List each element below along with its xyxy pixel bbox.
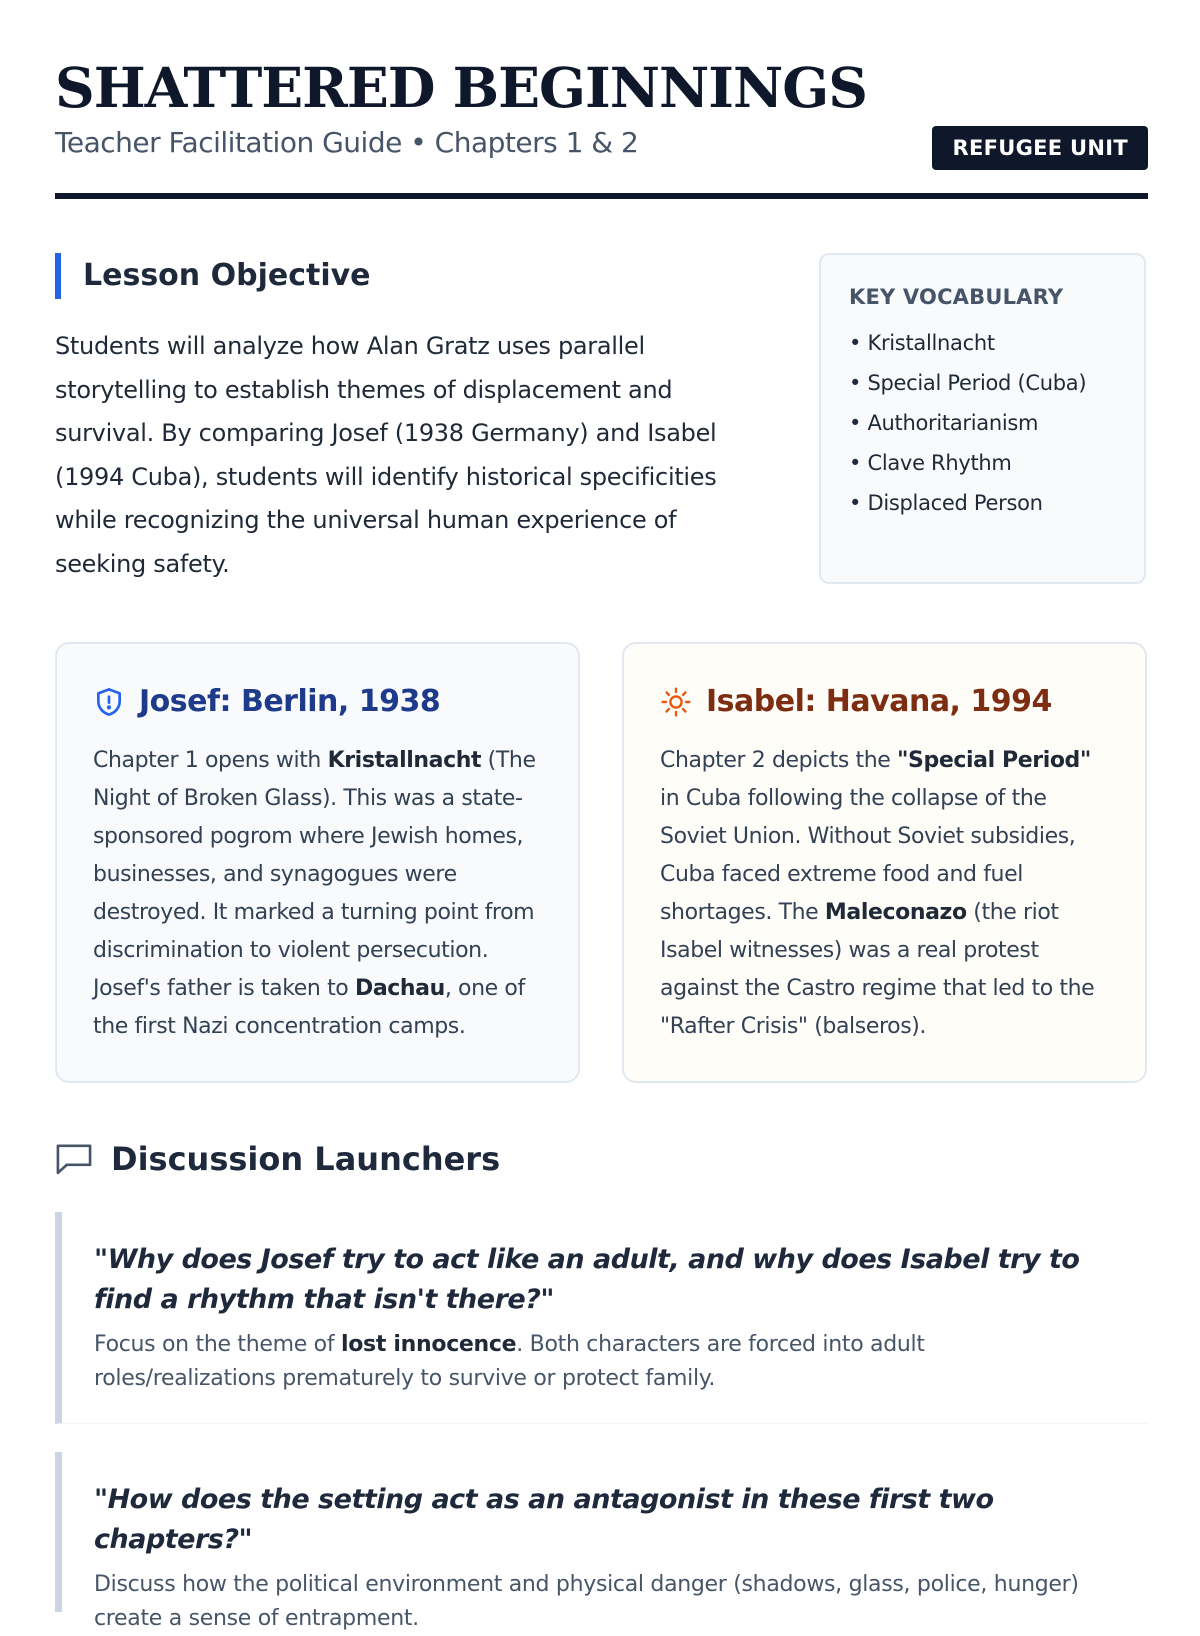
lesson-objective-heading: Lesson Objective bbox=[55, 253, 760, 299]
text-run: Chapter 1 opens with bbox=[93, 748, 328, 773]
discussion-title: Discussion Launchers bbox=[111, 1140, 501, 1178]
unit-badge: REFUGEE UNIT bbox=[932, 126, 1148, 170]
emphasis-dachau: Dachau bbox=[354, 976, 445, 1001]
vocabulary-item: • Kristallnacht bbox=[849, 323, 1116, 363]
launcher-question: "How does the setting act as an antagonist in these first two chapters?" bbox=[94, 1484, 994, 1555]
vocabulary-item: • Displaced Person bbox=[849, 483, 1116, 523]
launcher-question: "Why does Josef try to act like an adult, and why does Isabel try to find a rhythm that isn't there?" bbox=[94, 1244, 1080, 1315]
emphasis-lost-innocence: lost innocence bbox=[340, 1332, 517, 1357]
discussion-launcher bbox=[55, 1452, 1148, 1631]
text-run: in Cuba following the collapse of the Soviet Union. Without Soviet subsidies, Cuba faced extreme food and fuel shortages. The bbox=[660, 786, 1076, 925]
text-run: , one of the first Nazi concentration camps. bbox=[93, 976, 525, 1039]
text-run: (the riot Isabel witnesses) was a real protest against the Castro regime that led to the "Rafter Crisis" (balseros). bbox=[660, 900, 1095, 1039]
sun-icon bbox=[660, 686, 692, 718]
vocabulary-list bbox=[849, 323, 1116, 523]
vocabulary-title: KEY VOCABULARY bbox=[849, 285, 1064, 309]
key-vocabulary-box bbox=[819, 253, 1146, 584]
text-run: (The Night of Broken Glass). This was a state-sponsored pogrom where Jewish homes, businesses, and synagogues were destroyed. It marked a turning point from discrimination to violent persecution. Josef's father is taken to bbox=[93, 748, 536, 1001]
isabel-card-title: Isabel: Havana, 1994 bbox=[706, 684, 1052, 719]
emphasis-maleconazo: Maleconazo bbox=[824, 900, 967, 925]
text-run: Focus on the theme of bbox=[94, 1332, 341, 1357]
vocabulary-item: • Special Period (Cuba) bbox=[849, 363, 1116, 403]
isabel-card-text bbox=[660, 742, 1109, 1046]
emphasis-special-period: "Special Period" bbox=[897, 748, 1091, 773]
josef-card-heading bbox=[93, 682, 542, 722]
header-divider bbox=[55, 193, 1148, 199]
isabel-card bbox=[622, 642, 1147, 1083]
text-run: Chapter 2 depicts the bbox=[660, 748, 897, 773]
page-subtitle: Teacher Facilitation Guide • Chapters 1 & 2 bbox=[55, 126, 639, 159]
discussion-heading bbox=[55, 1140, 500, 1178]
vocabulary-item: • Clave Rhythm bbox=[849, 443, 1116, 483]
josef-card-text bbox=[93, 742, 542, 1046]
text-run: . Both characters are forced into adult roles/realizations prematurely to survive or protect family. bbox=[94, 1332, 925, 1391]
isabel-card-heading bbox=[660, 682, 1109, 722]
launcher-note: Discuss how the political environment and physical danger (shadows, glass, police, hunger) create a sense of entrapment. bbox=[94, 1572, 1079, 1631]
josef-card bbox=[55, 642, 580, 1083]
josef-card-title: Josef: Berlin, 1938 bbox=[139, 684, 441, 719]
lesson-objective-text: Students will analyze how Alan Gratz uses parallel storytelling to establish themes of displacement and survival. By comparing Josef (1938 Germany) and Isabel (1994 Cuba), students will identify historical specificities while recognizing the universal human experience of seeking safety. bbox=[55, 332, 717, 578]
emphasis-kristallnacht: Kristallnacht bbox=[327, 748, 482, 773]
page-title: SHATTERED BEGINNINGS bbox=[55, 55, 867, 120]
chat-bubble-icon bbox=[55, 1141, 93, 1177]
vocabulary-item: • Authoritarianism bbox=[849, 403, 1116, 443]
discussion-launcher bbox=[55, 1212, 1148, 1424]
shield-icon bbox=[93, 686, 125, 718]
lesson-objective-section bbox=[55, 253, 760, 610]
launcher-note bbox=[94, 1328, 1108, 1396]
